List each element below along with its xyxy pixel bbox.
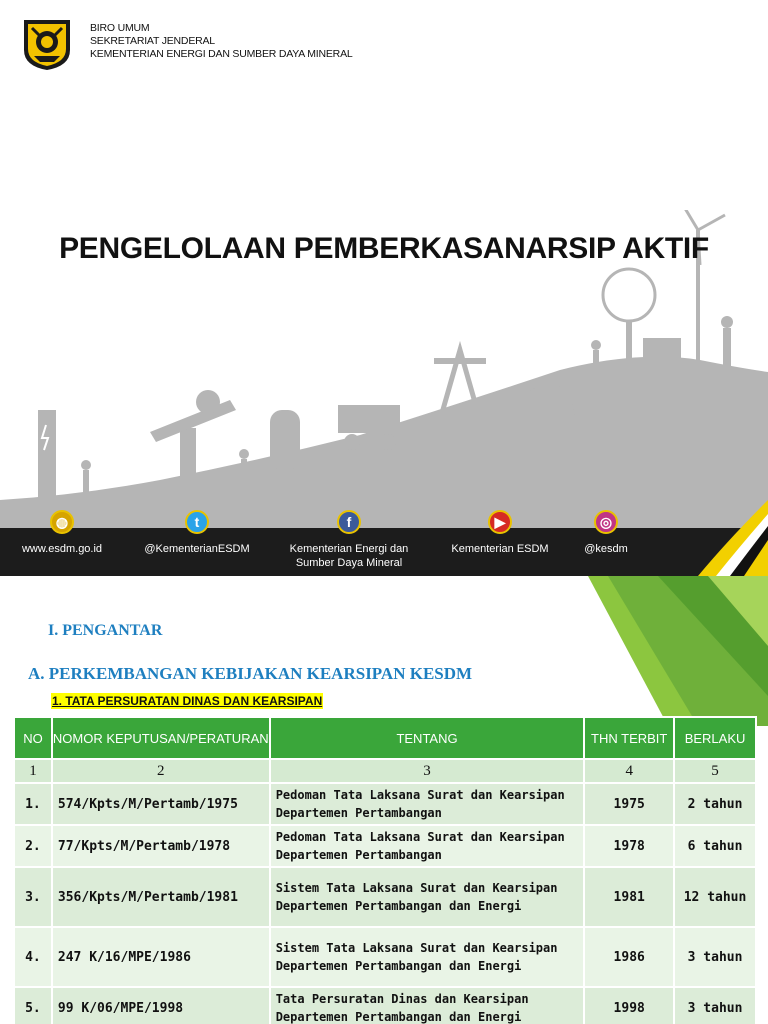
slide-title: PENGELOLAAN PEMBERKASANARSIP AKTIF xyxy=(59,232,709,265)
header-thn-terbit: THN TERBIT xyxy=(584,717,674,759)
column-index: 5 xyxy=(674,759,756,783)
org-line-1: BIRO UMUM xyxy=(90,22,150,34)
cell-nomor: 356/Kpts/M/Pertamb/1981 xyxy=(52,867,270,927)
header-no: NO xyxy=(14,717,52,759)
content-slide xyxy=(0,576,768,1024)
youtube-icon: ▶ xyxy=(488,510,512,534)
table-row xyxy=(14,987,756,1024)
column-index: 2 xyxy=(52,759,270,783)
esdm-logo xyxy=(20,16,74,72)
footer-link-label: Kementerian ESDM xyxy=(451,543,549,555)
footer-link-youtube[interactable] xyxy=(446,510,554,556)
footer-link-twitter[interactable] xyxy=(142,510,252,556)
section-heading: I. PENGANTAR xyxy=(48,622,163,639)
subsection-heading: A. PERKEMBANGAN KEBIJAKAN KEARSIPAN KESDM xyxy=(28,664,473,683)
footer-link-label: @KementerianESDM xyxy=(144,543,250,555)
cell-berlaku: 2 tahun xyxy=(674,783,756,825)
cell-berlaku: 12 tahun xyxy=(674,867,756,927)
cell-nomor: 77/Kpts/M/Pertamb/1978 xyxy=(52,825,270,867)
cell-no: 1. xyxy=(14,783,52,825)
column-index: 3 xyxy=(270,759,585,783)
cell-no: 3. xyxy=(14,867,52,927)
cell-tentang: Sistem Tata Laksana Surat dan Kearsipan Departemen Pertambangan dan Energi xyxy=(270,927,585,987)
org-line-3: KEMENTERIAN ENERGI DAN SUMBER DAYA MINERAL xyxy=(90,48,353,60)
footer-link-label: Kementerian Energi dan Sumber Daya Mineral xyxy=(289,543,409,569)
footer-link-facebook[interactable] xyxy=(276,510,422,570)
table-subtitle: 1. TATA PERSURATAN DINAS DAN KEARSIPAN xyxy=(52,694,323,708)
cell-thn: 1978 xyxy=(584,825,674,867)
twitter-icon: t xyxy=(185,510,209,534)
table-header-row xyxy=(14,717,756,759)
cell-berlaku: 3 tahun xyxy=(674,987,756,1024)
table-row xyxy=(14,783,756,825)
footer-link-label: @kesdm xyxy=(584,543,628,555)
cell-thn: 1975 xyxy=(584,783,674,825)
header-nomor: NOMOR KEPUTUSAN/PERATURAN xyxy=(52,717,270,759)
cell-no: 2. xyxy=(14,825,52,867)
table-row xyxy=(14,867,756,927)
header-tentang: TENTANG xyxy=(270,717,585,759)
regulation-table xyxy=(13,716,757,1024)
cell-thn: 1981 xyxy=(584,867,674,927)
column-index-row xyxy=(14,759,756,783)
corner-swoosh-decoration xyxy=(658,500,768,576)
cell-tentang: Sistem Tata Laksana Surat dan Kearsipan Departemen Pertambangan dan Energi xyxy=(270,867,585,927)
cell-no: 4. xyxy=(14,927,52,987)
org-line-2: SEKRETARIAT JENDERAL xyxy=(90,35,215,47)
cell-berlaku: 3 tahun xyxy=(674,927,756,987)
green-corner-decoration xyxy=(588,576,768,726)
table-row xyxy=(14,825,756,867)
globe-icon: ◍ xyxy=(50,510,74,534)
cell-nomor: 574/Kpts/M/Pertamb/1975 xyxy=(52,783,270,825)
cell-tentang: Pedoman Tata Laksana Surat dan Kearsipan Departemen Pertambangan xyxy=(270,783,585,825)
cell-berlaku: 6 tahun xyxy=(674,825,756,867)
cell-tentang: Pedoman Tata Laksana Surat dan Kearsipan Departemen Pertambangan xyxy=(270,825,585,867)
facebook-icon: f xyxy=(337,510,361,534)
footer-link-instagram[interactable] xyxy=(574,510,638,556)
column-index: 1 xyxy=(14,759,52,783)
footer-link-label: www.esdm.go.id xyxy=(21,543,103,555)
cell-thn: 1986 xyxy=(584,927,674,987)
cell-no: 5. xyxy=(14,987,52,1024)
cell-nomor: 247 K/16/MPE/1986 xyxy=(52,927,270,987)
instagram-icon: ◎ xyxy=(594,510,618,534)
cell-thn: 1998 xyxy=(584,987,674,1024)
organization-block xyxy=(90,22,353,61)
column-index: 4 xyxy=(584,759,674,783)
footer-link-website[interactable] xyxy=(20,510,104,556)
header-berlaku: BERLAKU xyxy=(674,717,756,759)
cell-nomor: 99 K/06/MPE/1998 xyxy=(52,987,270,1024)
table-row xyxy=(14,927,756,987)
cell-tentang: Tata Persuratan Dinas dan Kearsipan Departemen Pertambangan dan Energi xyxy=(270,987,585,1024)
